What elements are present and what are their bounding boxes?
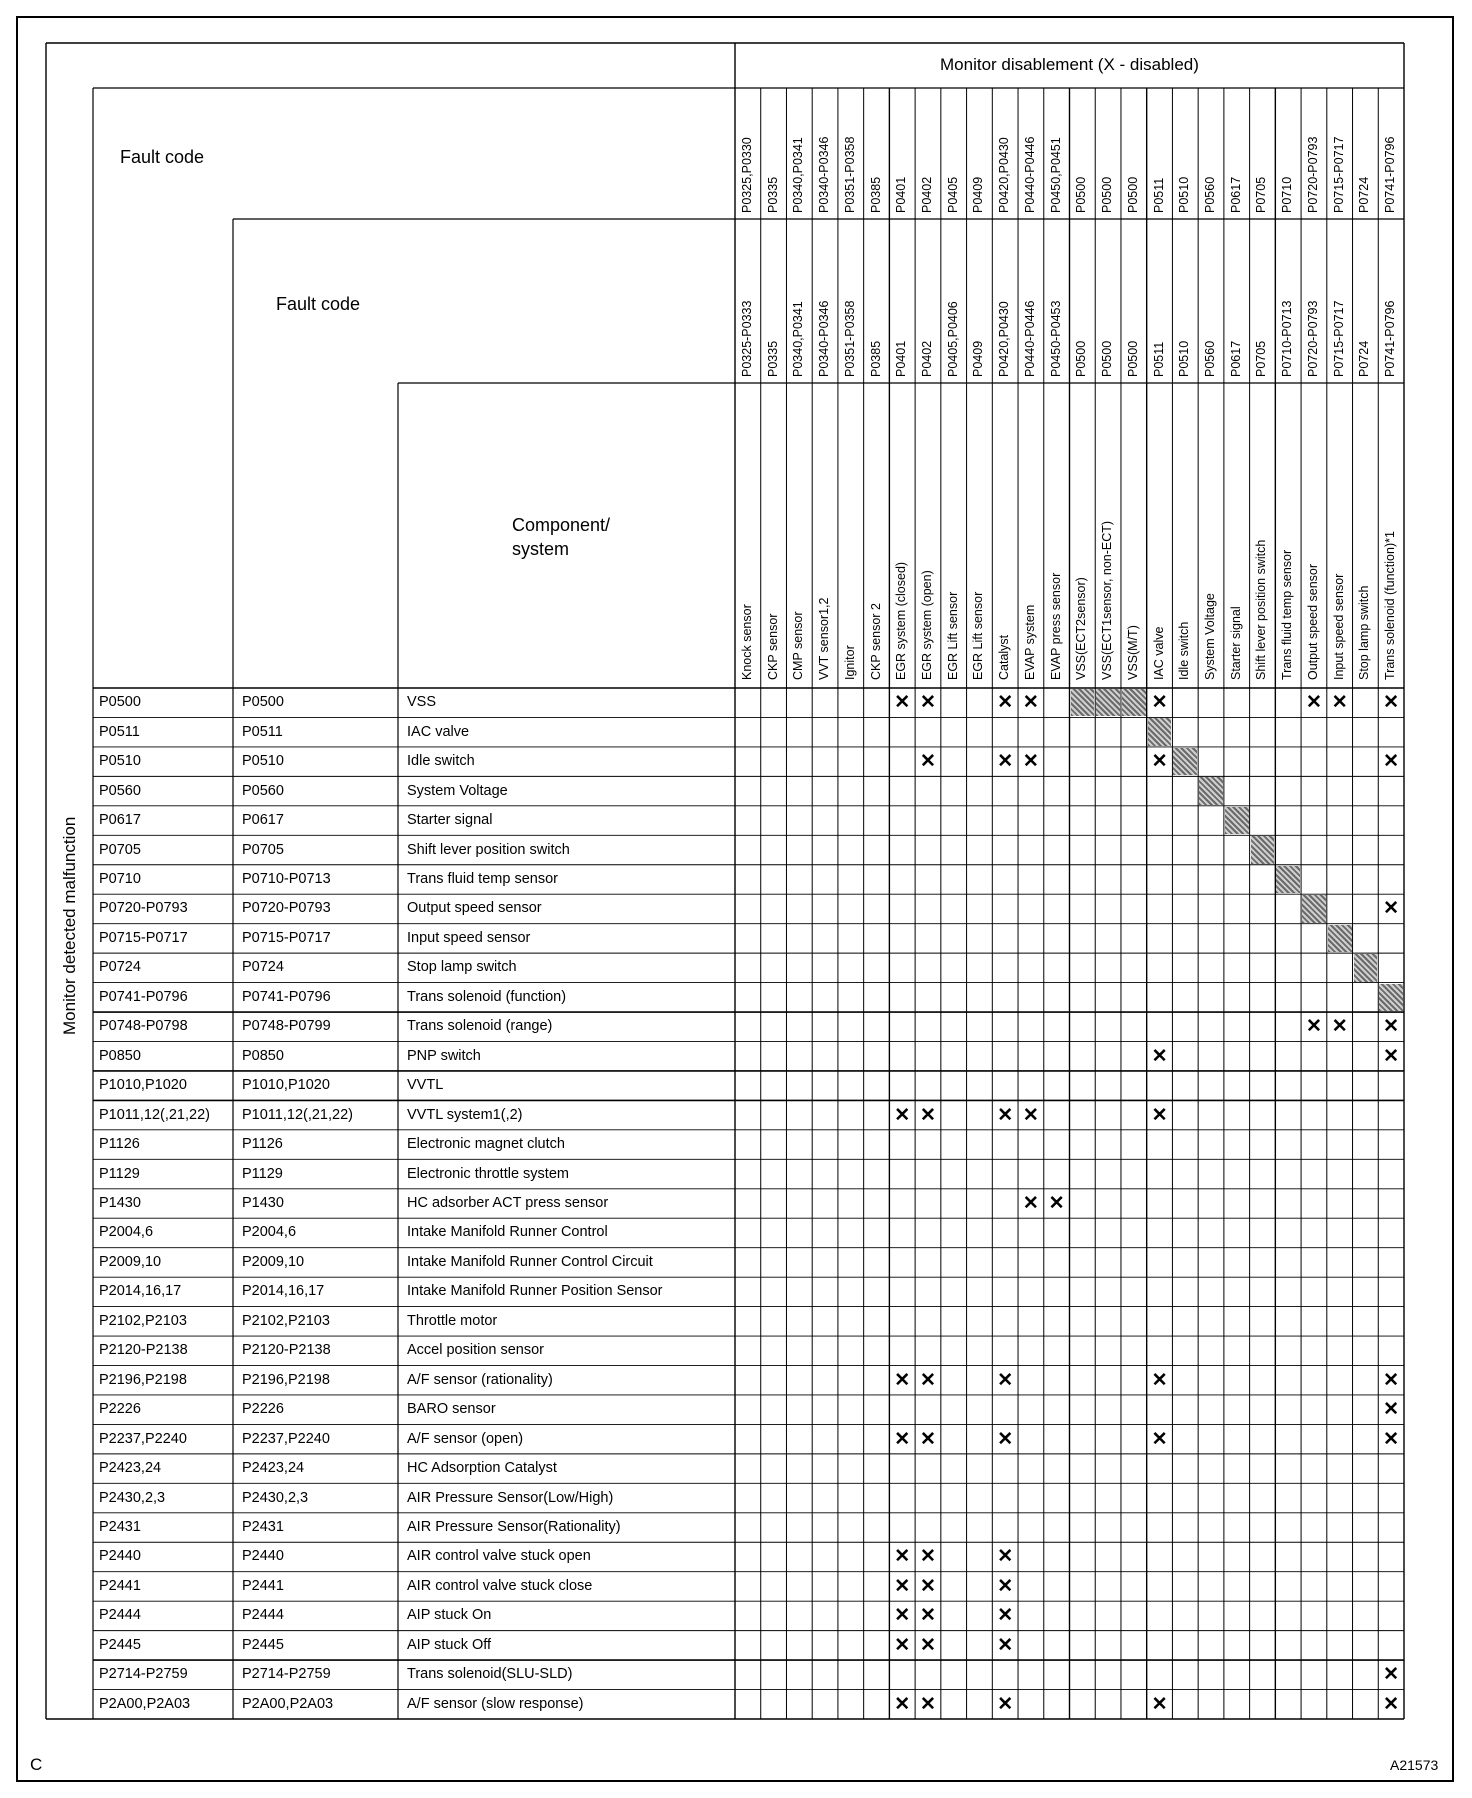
disabled-mark: ✕ xyxy=(894,1605,911,1627)
disabled-mark: ✕ xyxy=(1331,1016,1348,1038)
row-fault-code: P0617 xyxy=(99,812,141,829)
column-code-secondary: P0420,P0430 xyxy=(997,301,1012,377)
row-fault-code-detail: P2009,10 xyxy=(242,1253,305,1270)
disabled-mark: ✕ xyxy=(997,1369,1014,1391)
column-code-primary: P0340-P0346 xyxy=(817,136,832,213)
row-component: AIP stuck Off xyxy=(407,1636,492,1653)
column-component: EGR Lift sensor xyxy=(971,591,986,680)
column-code-primary: P0715-P0717 xyxy=(1331,136,1346,213)
column-code-primary: P0325,P0330 xyxy=(739,137,754,213)
column-code-secondary: P0335 xyxy=(765,340,780,377)
column-component: EGR Lift sensor xyxy=(945,591,960,680)
row-fault-code: P2004,6 xyxy=(99,1224,154,1241)
row-fault-code: P2430,2,3 xyxy=(99,1489,166,1506)
disabled-mark: ✕ xyxy=(1383,1369,1400,1391)
row-component: System Voltage xyxy=(407,782,508,799)
column-component: Shift lever position switch xyxy=(1254,539,1269,680)
column-component: Stop lamp switch xyxy=(1357,585,1372,680)
corner-letter: C xyxy=(30,1755,43,1774)
row-fault-code-detail: P2A00,P2A03 xyxy=(242,1695,334,1712)
disabled-mark: ✕ xyxy=(920,1605,936,1627)
row-fault-code-detail: P2102,P2103 xyxy=(242,1312,330,1329)
figure-id: A21573 xyxy=(1390,1757,1439,1773)
column-code-primary: P0351-P0358 xyxy=(842,136,857,213)
row-component: Shift lever position switch xyxy=(407,841,570,858)
row-fault-code: P2423,24 xyxy=(99,1460,162,1477)
row-fault-code: P2445 xyxy=(99,1636,141,1653)
fault-code-header-1: Fault code xyxy=(120,147,205,167)
column-component: EGR system (closed) xyxy=(894,561,909,680)
disabled-mark: ✕ xyxy=(920,1634,936,1656)
disabled-mark: ✕ xyxy=(1383,898,1400,920)
disabled-mark: ✕ xyxy=(1305,692,1322,714)
row-fault-code-detail: P0560 xyxy=(242,782,284,799)
row-fault-code-detail: P0720-P0793 xyxy=(242,900,331,917)
self-diagnosis-shaded-cell xyxy=(1251,836,1275,863)
row-component: Electronic magnet clutch xyxy=(407,1136,565,1153)
row-fault-code-detail: P0617 xyxy=(242,812,284,829)
column-code-primary: P0405 xyxy=(945,176,960,213)
disabled-mark: ✕ xyxy=(997,1693,1014,1715)
column-code-primary: P0385 xyxy=(868,176,883,213)
row-component: Stop lamp switch xyxy=(407,959,517,976)
disabled-mark: ✕ xyxy=(997,1104,1014,1126)
column-code-primary: P0705 xyxy=(1254,176,1269,213)
disabled-mark: ✕ xyxy=(920,1104,936,1126)
column-component: EVAP press sensor xyxy=(1048,572,1063,680)
row-fault-code: P2196,P2198 xyxy=(99,1371,187,1388)
column-code-primary: P0741-P0796 xyxy=(1383,136,1398,213)
row-fault-code: P1129 xyxy=(99,1165,140,1182)
self-diagnosis-shaded-cell xyxy=(1199,777,1223,804)
disabled-mark: ✕ xyxy=(1151,1369,1168,1391)
row-fault-code: P1010,P1020 xyxy=(99,1077,187,1094)
row-fault-code: P1430 xyxy=(99,1195,141,1211)
row-component: PNP switch xyxy=(407,1047,481,1064)
row-component: Throttle motor xyxy=(407,1312,498,1329)
row-component: Input speed sensor xyxy=(407,929,531,946)
column-component: VSS(M/T) xyxy=(1125,625,1140,680)
row-fault-code-detail: P1010,P1020 xyxy=(242,1077,330,1094)
column-code-primary: P0724 xyxy=(1357,176,1372,213)
row-fault-code: P2120-P2138 xyxy=(99,1342,188,1359)
row-component: HC adsorber ACT press sensor xyxy=(407,1195,609,1211)
row-fault-code: P2A00,P2A03 xyxy=(99,1695,191,1712)
self-diagnosis-shaded-cell xyxy=(1302,895,1326,922)
column-component: Catalyst xyxy=(997,634,1012,680)
column-component: IAC valve xyxy=(1151,626,1166,680)
row-component: HC Adsorption Catalyst xyxy=(407,1460,557,1477)
row-fault-code-detail: P0510 xyxy=(242,753,284,770)
row-fault-code: P2009,10 xyxy=(99,1253,162,1270)
row-component: Intake Manifold Runner Control xyxy=(407,1224,608,1241)
self-diagnosis-shaded-cell xyxy=(1096,689,1120,716)
monitor-disablement-header: Monitor disablement (X - disabled) xyxy=(940,55,1199,74)
column-component: Trans fluid temp sensor xyxy=(1280,549,1295,680)
disabled-mark: ✕ xyxy=(894,1546,911,1568)
self-diagnosis-shaded-cell xyxy=(1173,748,1197,775)
column-code-secondary: P0510 xyxy=(1177,340,1192,377)
column-code-primary: P0440-P0446 xyxy=(1022,136,1037,213)
column-component: System Voltage xyxy=(1203,593,1218,680)
column-code-secondary: P0405,P0406 xyxy=(945,301,960,377)
disabled-mark: ✕ xyxy=(1022,692,1039,714)
disabled-mark: ✕ xyxy=(1151,692,1168,714)
column-code-primary: P0402 xyxy=(919,176,934,213)
column-code-primary: P0710 xyxy=(1280,176,1295,213)
column-code-secondary: P0741-P0796 xyxy=(1383,300,1398,377)
column-code-secondary: P0705 xyxy=(1254,340,1269,377)
column-component: VSS(ECT2sensor) xyxy=(1074,577,1089,680)
disabled-mark: ✕ xyxy=(1151,1104,1168,1126)
disabled-mark: ✕ xyxy=(894,1369,911,1391)
disabled-mark: ✕ xyxy=(997,1546,1014,1568)
row-fault-code: P0511 xyxy=(99,723,140,740)
column-component: Idle switch xyxy=(1177,621,1192,680)
disabled-mark: ✕ xyxy=(920,1693,936,1715)
self-diagnosis-shaded-cell xyxy=(1328,925,1352,952)
self-diagnosis-shaded-cell xyxy=(1379,984,1403,1011)
row-fault-code-detail: P2014,16,17 xyxy=(242,1283,325,1300)
row-component: BARO sensor xyxy=(407,1401,496,1418)
column-component: CKP sensor xyxy=(765,613,780,680)
column-code-secondary: P0500 xyxy=(1100,340,1115,377)
disabled-mark: ✕ xyxy=(1151,1428,1168,1450)
column-component: VVT sensor1,2 xyxy=(817,597,832,680)
row-component: Starter signal xyxy=(407,812,493,829)
row-fault-code-detail: P2445 xyxy=(242,1636,284,1653)
row-fault-code-detail: P2237,P2240 xyxy=(242,1430,330,1447)
row-component: VVTL xyxy=(407,1077,444,1094)
column-code-primary: P0560 xyxy=(1203,176,1218,213)
row-fault-code-detail: P2714-P2759 xyxy=(242,1666,331,1683)
column-code-primary: P0409 xyxy=(971,176,986,213)
column-code-secondary: P0500 xyxy=(1074,340,1089,377)
row-component: Output speed sensor xyxy=(407,900,542,917)
row-fault-code: P1011,12(,21,22) xyxy=(99,1106,210,1123)
row-axis-label: Monitor detected malfunction xyxy=(60,816,79,1035)
row-component: IAC valve xyxy=(407,723,470,740)
column-code-secondary: P0720-P0793 xyxy=(1305,300,1320,377)
row-fault-code: P2440 xyxy=(99,1548,141,1565)
disabled-mark: ✕ xyxy=(894,1428,911,1450)
column-code-secondary: P0340,P0341 xyxy=(791,301,806,377)
row-component: Idle switch xyxy=(407,753,475,770)
row-fault-code-detail: P1430 xyxy=(242,1195,284,1211)
row-fault-code-detail: P0724 xyxy=(242,959,284,976)
row-fault-code: P0560 xyxy=(99,782,141,799)
row-component: Trans solenoid (range) xyxy=(407,1018,553,1035)
column-component: EVAP system xyxy=(1022,604,1037,680)
row-fault-code: P0500 xyxy=(99,694,141,711)
row-fault-code: P0741-P0796 xyxy=(99,988,188,1005)
column-code-secondary: P0617 xyxy=(1228,340,1243,377)
row-fault-code-detail: P2440 xyxy=(242,1548,284,1565)
column-code-secondary: P0402 xyxy=(919,340,934,377)
column-code-secondary: P0440-P0446 xyxy=(1022,300,1037,377)
row-fault-code: P2714-P2759 xyxy=(99,1666,188,1683)
fault-code-header-2: Fault code xyxy=(276,294,361,314)
row-fault-code-detail: P1011,12(,21,22) xyxy=(242,1106,353,1123)
row-fault-code: P2226 xyxy=(99,1401,141,1418)
disabled-mark: ✕ xyxy=(894,1693,911,1715)
row-fault-code: P0720-P0793 xyxy=(99,900,188,917)
row-component: VSS xyxy=(407,694,437,711)
row-component: VVTL system1(,2) xyxy=(407,1106,523,1123)
column-code-secondary: P0560 xyxy=(1203,340,1218,377)
row-component: Trans solenoid (function) xyxy=(407,988,567,1005)
row-fault-code-detail: P0741-P0796 xyxy=(242,988,331,1005)
disabled-mark: ✕ xyxy=(920,692,936,714)
column-code-secondary: P0340-P0346 xyxy=(817,300,832,377)
disabled-mark: ✕ xyxy=(1151,1045,1168,1067)
row-fault-code-detail: P2441 xyxy=(242,1577,284,1594)
disabled-mark: ✕ xyxy=(997,1634,1014,1656)
row-fault-code-detail: P2430,2,3 xyxy=(242,1489,309,1506)
column-code-primary: P0500 xyxy=(1100,176,1115,213)
row-fault-code: P1126 xyxy=(99,1136,140,1153)
self-diagnosis-shaded-cell xyxy=(1071,689,1095,716)
row-fault-code-detail: P2423,24 xyxy=(242,1460,305,1477)
row-fault-code-detail: P0500 xyxy=(242,694,284,711)
row-fault-code-detail: P0705 xyxy=(242,841,284,858)
disabled-mark: ✕ xyxy=(920,1546,936,1568)
column-code-primary: P0335 xyxy=(765,176,780,213)
disabled-mark: ✕ xyxy=(1383,1428,1400,1450)
column-component: EGR system (open) xyxy=(919,570,934,680)
row-fault-code: P0715-P0717 xyxy=(99,929,188,946)
row-component: Accel position sensor xyxy=(407,1342,545,1359)
column-code-secondary: P0385 xyxy=(868,340,883,377)
disabled-mark: ✕ xyxy=(1383,1016,1400,1038)
disabled-mark: ✕ xyxy=(1022,751,1039,773)
self-diagnosis-shaded-cell xyxy=(1354,954,1378,981)
row-fault-code: P2431 xyxy=(99,1519,141,1536)
column-code-primary: P0617 xyxy=(1228,176,1243,213)
row-fault-code-detail: P0850 xyxy=(242,1047,284,1064)
row-component: AIR control valve stuck close xyxy=(407,1577,593,1594)
column-code-secondary: P0325-P0333 xyxy=(739,300,754,377)
row-fault-code-detail: P2120-P2138 xyxy=(242,1342,331,1359)
disabled-mark: ✕ xyxy=(894,1575,911,1597)
disabled-mark: ✕ xyxy=(920,751,936,773)
column-code-primary: P0720-P0793 xyxy=(1305,136,1320,213)
column-code-primary: P0401 xyxy=(894,176,909,213)
disabled-mark: ✕ xyxy=(1383,692,1400,714)
disabled-mark: ✕ xyxy=(920,1369,936,1391)
row-fault-code-detail: P2431 xyxy=(242,1519,284,1536)
row-fault-code: P0850 xyxy=(99,1047,141,1064)
disabled-mark: ✕ xyxy=(1305,1016,1322,1038)
column-component: CMP sensor xyxy=(791,611,806,680)
self-diagnosis-shaded-cell xyxy=(1122,689,1146,716)
disabled-mark: ✕ xyxy=(894,1634,911,1656)
column-component: Knock sensor xyxy=(739,604,754,680)
disabled-mark: ✕ xyxy=(1022,1193,1039,1214)
column-code-secondary: P0511 xyxy=(1151,341,1166,377)
row-fault-code-detail: P2004,6 xyxy=(242,1224,297,1241)
row-fault-code-detail: P0748-P0799 xyxy=(242,1018,331,1035)
row-component: Intake Manifold Runner Position Sensor xyxy=(407,1283,663,1300)
disabled-mark: ✕ xyxy=(1151,751,1168,773)
self-diagnosis-shaded-cell xyxy=(1276,866,1300,893)
disabled-mark: ✕ xyxy=(1048,1193,1065,1214)
column-code-secondary: P0409 xyxy=(971,340,986,377)
column-code-secondary: P0710-P0713 xyxy=(1280,300,1295,377)
column-code-primary: P0511 xyxy=(1151,177,1166,213)
row-fault-code: P0705 xyxy=(99,841,141,858)
disabled-mark: ✕ xyxy=(894,1104,911,1126)
disabled-mark: ✕ xyxy=(1383,751,1400,773)
row-component: A/F sensor (slow response) xyxy=(407,1695,584,1712)
row-fault-code: P2441 xyxy=(99,1577,141,1594)
row-component: AIR Pressure Sensor(Rationality) xyxy=(407,1519,621,1536)
row-component: A/F sensor (rationality) xyxy=(407,1371,553,1388)
disabled-mark: ✕ xyxy=(1383,1045,1400,1067)
column-component: VSS(ECT1sensor, non-ECT) xyxy=(1100,520,1115,680)
self-diagnosis-shaded-cell xyxy=(1148,718,1172,745)
column-code-primary: P0420,P0430 xyxy=(997,137,1012,213)
column-component: Input speed sensor xyxy=(1331,573,1346,680)
row-component: Electronic throttle system xyxy=(407,1165,569,1182)
row-fault-code-detail: P0511 xyxy=(242,723,283,740)
disabled-mark: ✕ xyxy=(997,1575,1014,1597)
disabled-mark: ✕ xyxy=(1022,1104,1039,1126)
row-component: Intake Manifold Runner Control Circuit xyxy=(407,1253,653,1270)
column-component: Ignitor xyxy=(842,645,857,680)
row-fault-code: P0510 xyxy=(99,753,141,770)
disabled-mark: ✕ xyxy=(997,1428,1014,1450)
component-system-header: Component/ system xyxy=(512,515,611,559)
column-code-secondary: P0450-P0453 xyxy=(1048,300,1063,377)
row-fault-code: P0710 xyxy=(99,870,141,887)
disabled-mark: ✕ xyxy=(997,751,1014,773)
column-code-primary: P0450,P0451 xyxy=(1048,137,1063,213)
disabled-mark: ✕ xyxy=(920,1428,936,1450)
column-code-secondary: P0351-P0358 xyxy=(842,300,857,377)
row-fault-code: P2102,P2103 xyxy=(99,1312,187,1329)
row-fault-code-detail: P2196,P2198 xyxy=(242,1371,330,1388)
row-fault-code: P0748-P0798 xyxy=(99,1018,188,1035)
row-component: AIR Pressure Sensor(Low/High) xyxy=(407,1489,614,1506)
column-component: Output speed sensor xyxy=(1305,563,1320,680)
row-fault-code-detail: P2444 xyxy=(242,1607,284,1624)
row-fault-code-detail: P1126 xyxy=(242,1136,283,1153)
column-code-secondary: P0401 xyxy=(894,340,909,377)
column-code-primary: P0340,P0341 xyxy=(791,137,806,213)
self-diagnosis-shaded-cell xyxy=(1225,807,1249,834)
disabled-mark: ✕ xyxy=(1331,692,1348,714)
column-code-secondary: P0724 xyxy=(1357,340,1372,377)
column-code-secondary: P0500 xyxy=(1125,340,1140,377)
row-fault-code-detail: P0715-P0717 xyxy=(242,929,331,946)
column-code-secondary: P0715-P0717 xyxy=(1331,300,1346,377)
disabled-mark: ✕ xyxy=(997,1605,1014,1627)
column-code-primary: P0500 xyxy=(1125,176,1140,213)
row-fault-code-detail: P0710-P0713 xyxy=(242,870,331,887)
disabled-mark: ✕ xyxy=(894,692,911,714)
row-fault-code: P0724 xyxy=(99,959,141,976)
disabled-mark: ✕ xyxy=(1383,1664,1400,1686)
disabled-mark: ✕ xyxy=(1383,1693,1400,1715)
row-fault-code-detail: P2226 xyxy=(242,1401,284,1418)
disabled-mark: ✕ xyxy=(1151,1693,1168,1715)
disabled-mark: ✕ xyxy=(920,1575,936,1597)
row-component: A/F sensor (open) xyxy=(407,1430,524,1447)
row-fault-code: P2014,16,17 xyxy=(99,1283,182,1300)
row-component: AIP stuck On xyxy=(407,1607,492,1624)
column-code-primary: P0500 xyxy=(1074,176,1089,213)
row-component: Trans fluid temp sensor xyxy=(407,870,558,887)
row-fault-code-detail: P1129 xyxy=(242,1165,283,1182)
row-component: AIR control valve stuck open xyxy=(407,1548,591,1565)
row-fault-code: P2444 xyxy=(99,1607,141,1624)
column-component: Starter signal xyxy=(1228,606,1243,680)
column-code-primary: P0510 xyxy=(1177,176,1192,213)
column-component: Trans solenoid (function)*1 xyxy=(1383,531,1398,680)
column-component: CKP sensor 2 xyxy=(868,603,883,680)
disabled-mark: ✕ xyxy=(997,692,1014,714)
disabled-mark: ✕ xyxy=(1383,1399,1400,1421)
row-fault-code: P2237,P2240 xyxy=(99,1430,187,1447)
row-component: Trans solenoid(SLU-SLD) xyxy=(407,1666,573,1683)
